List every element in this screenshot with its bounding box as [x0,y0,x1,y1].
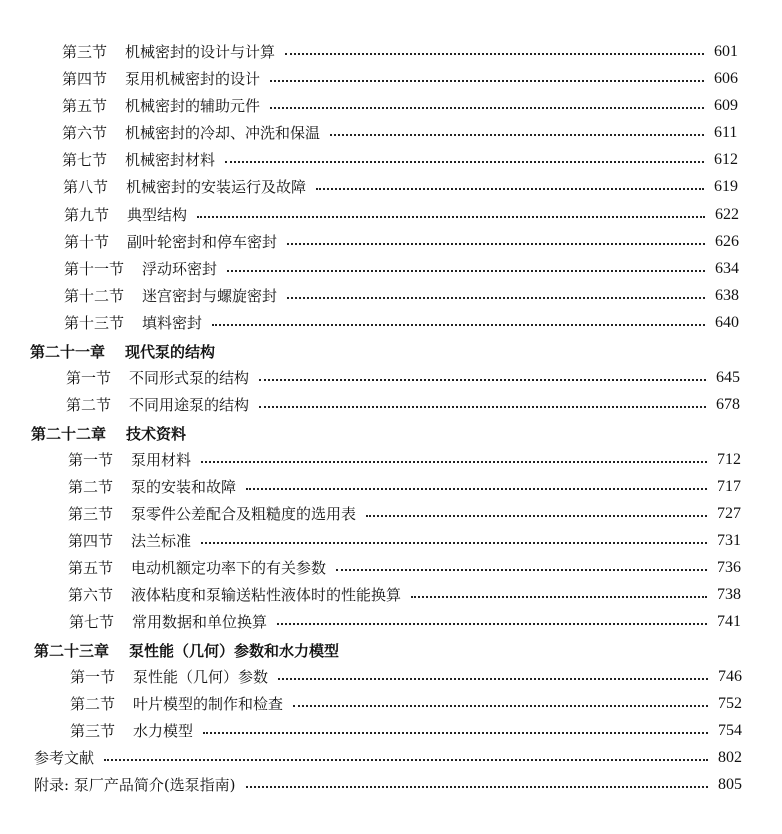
dot-leader [246,474,707,500]
section-label: 第一节 [70,668,116,686]
chapter-label: 第二十二章 [31,424,107,443]
chapter-heading[interactable] [30,338,215,364]
section-label: 第三节 [68,505,114,523]
section-label: 第二节 [66,396,112,414]
section-title: 机械密封材料 [125,151,216,169]
toc-entry[interactable] [68,474,749,500]
section-title: 机械密封的辅助元件 [125,97,261,115]
toc-entry[interactable] [68,555,749,581]
section-label: 第十一节 [64,260,125,278]
page-number: 626 [715,233,739,250]
page-number: 752 [718,695,742,712]
section-title: 液体粘度和泵输送粘性液体时的性能换算 [131,586,402,604]
dot-leader [285,39,704,65]
dot-leader [287,283,705,309]
section-label: 第二节 [68,478,114,496]
page-number: 738 [717,586,741,603]
page-number: 645 [716,369,740,386]
section-label: 第四节 [68,532,114,550]
section-label: 第八节 [63,178,109,196]
page-number: 746 [718,668,742,685]
page-number: 634 [715,260,739,277]
page-number: 802 [718,749,742,766]
section-label: 第四节 [62,70,108,88]
page-number: 741 [717,613,741,630]
chapter-heading[interactable] [31,420,186,446]
dot-leader [270,93,704,119]
section-label: 第七节 [69,613,115,631]
dot-leader [336,555,707,581]
chapter-title: 现代泵的结构 [125,342,216,361]
toc-entry[interactable] [68,582,749,608]
toc-entry-references[interactable] [34,745,750,771]
toc-entry[interactable] [66,392,748,418]
dot-leader [201,447,707,473]
chapter-label: 第二十一章 [30,342,106,361]
section-title: 不同形式泵的结构 [129,369,250,387]
toc-entry[interactable] [70,691,750,717]
toc-entry[interactable] [68,528,749,554]
toc-entry[interactable] [70,664,750,690]
toc-entry[interactable] [62,66,746,92]
toc-entry[interactable] [62,93,746,119]
dot-leader [270,66,704,92]
dot-leader [293,691,708,717]
section-title: 迷宫密封与螺旋密封 [142,287,278,305]
toc-entry[interactable] [63,174,746,200]
section-label: 第二节 [70,695,116,713]
dot-leader [259,365,706,391]
toc-entry[interactable] [66,365,748,391]
toc-entry[interactable] [69,609,749,635]
toc-entry[interactable] [64,229,747,255]
section-title: 常用数据和单位换算 [132,613,268,631]
page-number: 640 [715,314,739,331]
page-number: 601 [714,43,738,60]
dot-leader [259,392,706,418]
section-label: 第三节 [62,43,108,61]
page-number: 731 [717,532,741,549]
references-title: 参考文献 [34,749,95,767]
dot-leader [104,745,708,771]
dot-leader [316,174,704,200]
page-number: 619 [714,178,738,195]
dot-leader [330,120,704,146]
section-title: 填料密封 [142,314,203,332]
toc-entry[interactable] [62,120,746,146]
section-title: 浮动环密封 [142,260,218,278]
section-title: 泵性能（几何）参数 [133,668,269,686]
page-number: 678 [716,396,740,413]
section-title: 泵用机械密封的设计 [125,70,261,88]
section-title: 典型结构 [127,206,188,224]
toc-entry[interactable] [62,39,746,65]
dot-leader [212,310,705,336]
page-number: 712 [717,451,741,468]
section-label: 第三节 [70,722,116,740]
section-label: 第九节 [64,206,110,224]
page-number: 754 [718,722,742,739]
dot-leader [277,609,707,635]
chapter-label: 第二十三章 [34,641,110,660]
toc-entry[interactable] [64,256,747,282]
toc-entry[interactable] [68,501,749,527]
page-number: 622 [715,206,739,223]
section-title: 泵的安装和故障 [131,478,237,496]
section-label: 第十二节 [64,287,125,305]
page-number: 727 [717,505,741,522]
page-number: 612 [714,151,738,168]
section-label: 第七节 [62,151,108,169]
section-title: 法兰标准 [131,532,192,550]
dot-leader [278,664,708,690]
section-title: 不同用途泵的结构 [129,396,250,414]
page-number: 609 [714,97,738,114]
page-number: 638 [715,287,739,304]
section-title: 水力模型 [133,722,194,740]
page-number: 717 [717,478,741,495]
section-label: 第五节 [62,97,108,115]
section-title: 泵用材料 [131,451,192,469]
appendix-title: 附录: 泵厂产品简介(选泵指南) [34,776,236,794]
section-title: 机械密封的冷却、冲洗和保温 [125,124,321,142]
toc-entry[interactable] [64,202,747,228]
chapter-heading[interactable] [34,637,339,663]
page-number: 736 [717,559,741,576]
section-label: 第十三节 [64,314,125,332]
section-title: 机械密封的设计与计算 [125,43,276,61]
toc-entry[interactable] [70,718,750,744]
dot-leader [287,229,705,255]
dot-leader [246,772,708,798]
section-label: 第五节 [68,559,114,577]
section-label: 第一节 [68,451,114,469]
dot-leader [227,256,705,282]
page-number: 606 [714,70,738,87]
section-title: 电动机额定功率下的有关参数 [131,559,327,577]
section-title: 泵零件公差配合及粗糙度的选用表 [131,505,357,523]
toc-entry-appendix[interactable] [34,772,750,798]
dot-leader [201,528,707,554]
dot-leader [197,202,705,228]
section-label: 第十节 [64,233,110,251]
toc-entry[interactable] [64,310,747,336]
page-number: 805 [718,776,742,793]
toc-entry[interactable] [64,283,747,309]
section-title: 副叶轮密封和停车密封 [127,233,278,251]
page-number: 611 [714,124,738,141]
chapter-title: 技术资料 [126,424,187,443]
dot-leader [366,501,707,527]
section-label: 第六节 [62,124,108,142]
section-title: 叶片模型的制作和检查 [133,695,284,713]
section-label: 第一节 [66,369,112,387]
dot-leader [203,718,708,744]
chapter-title: 泵性能（几何）参数和水力模型 [129,641,340,660]
toc-entry[interactable] [62,147,746,173]
toc-entry[interactable] [68,447,749,473]
section-label: 第六节 [68,586,114,604]
section-title: 机械密封的安装运行及故障 [126,178,307,196]
dot-leader [225,147,704,173]
dot-leader [411,582,707,608]
